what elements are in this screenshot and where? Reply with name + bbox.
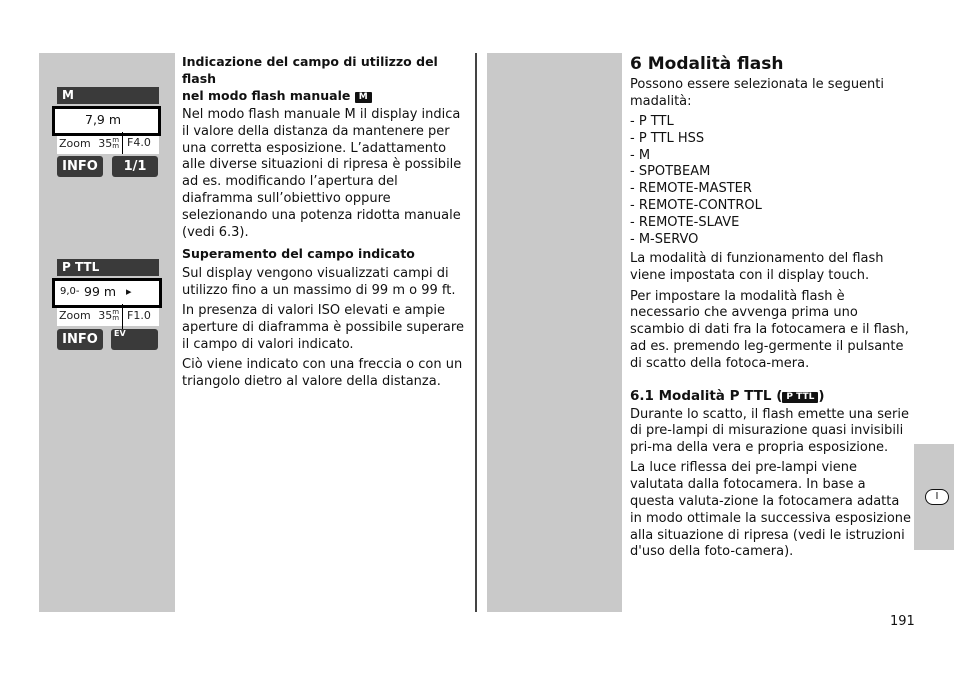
mode-list [630,114,912,248]
display-pttl-info-button[interactable]: INFO [57,329,103,350]
arrow-right-icon: ▸ [126,285,132,298]
section-6-1-heading: 6.1 Modalità P TTL ( P TTL ) [630,387,825,404]
display-m-title: M [57,87,159,104]
display-pttl-distance-min: 9,0- [60,286,80,297]
list-item: - M-SERVO [630,231,699,247]
left-text-column [182,53,467,394]
mode-pttl-badge: P TTL [782,392,818,403]
display-pttl-zoom: Zoom 35m m [59,308,120,322]
right-intro: Possono essere selezionata le seguenti madalità: [630,77,885,109]
list-item: - REMOTE-MASTER [630,181,752,197]
page-divider [475,53,477,612]
display-pttl-title: P TTL [57,259,159,276]
left-heading: Indicazione del campo di utilizzo del flash nel modo flash manuale M [182,54,438,103]
right-paragraph-2: Per impostare la modalità flash è necessario che avvenga prima uno scambio di dati fra la fotocamera e il flash, ad es. premendo leg-germente il pulsante di scatto della fotoca-mera. [630,288,909,371]
right-paragraph-4: La luce riflessa dei pre-lampi viene valutata dalla fotocamera. In base a questa valuta-zione la fotocamera adatta in modo ottimale la successiva esposizione alla situazione di ripresa (vedi le istruzioni d'uso della foto-camera). [630,460,912,560]
display-m-ratio-button[interactable]: 1/1 [112,156,158,177]
left-paragraph-1: Nel modo flash manuale M il display indica il valore della distanza da mantenere per una corretta esposizione. L’adattamento alle diverse situazioni di ripresa è possibile ad es. modificando l’apertura del diaframma sull’obiettivo oppure selezionando una potenza ridotta manuale (vedi 6.3). [182,107,462,240]
display-m-info-button[interactable]: INFO [57,156,103,177]
list-item: - M [630,147,651,163]
display-pttl-ev-button[interactable]: EV [111,329,158,350]
mode-m-badge: M [355,92,372,103]
display-m-zoom: Zoom 35m m [59,136,120,150]
list-item: - REMOTE-CONTROL [630,198,762,214]
left-paragraph-4: Ciò viene indicato con una freccia o con un triangolo dietro al valore della distanza. [182,356,463,389]
display-pttl-title-bar [57,259,159,276]
right-paragraph-1: La modalità di funzionamento del flash viene impostata con il display touch. [630,251,884,284]
display-m-distance: 7,9 m [85,112,122,127]
right-paragraph-3: Durante lo scatto, il flash emette una serie di pre-lampi di misurazione quasi invisibili pri-ma della vera e propria esposizione. [630,406,909,456]
display-pttl-distance-box [52,278,162,308]
list-item: - P TTL [630,114,674,130]
left-subheading: Superamento del campo indicato [182,245,415,261]
left-paragraph-2: Sul display vengono visualizzati campi di utilizzo fino a un massimo di 99 m o 99 ft. [182,265,456,298]
right-heading: 6 Modalità flash [630,54,784,74]
list-item: - SPOTBEAM [630,164,711,180]
display-m-distance-box [52,106,161,136]
page-number: 191 [890,614,915,629]
left-paragraph-3: In presenza di valori ISO elevati e ampie aperture di diaframma è possibile superare il campo di valori indicato. [182,302,464,352]
display-m-title-bar [57,87,159,104]
display-pttl-distance-max: 99 m [84,284,117,299]
middle-gray-column [487,53,622,612]
language-tab-label: I [925,489,949,505]
list-item: - P TTL HSS [630,130,705,146]
list-item: - REMOTE-SLAVE [630,214,740,230]
display-m-aperture: F4.0 [127,136,151,149]
right-text-column [630,53,912,565]
display-pttl-aperture: F1.0 [127,309,151,322]
